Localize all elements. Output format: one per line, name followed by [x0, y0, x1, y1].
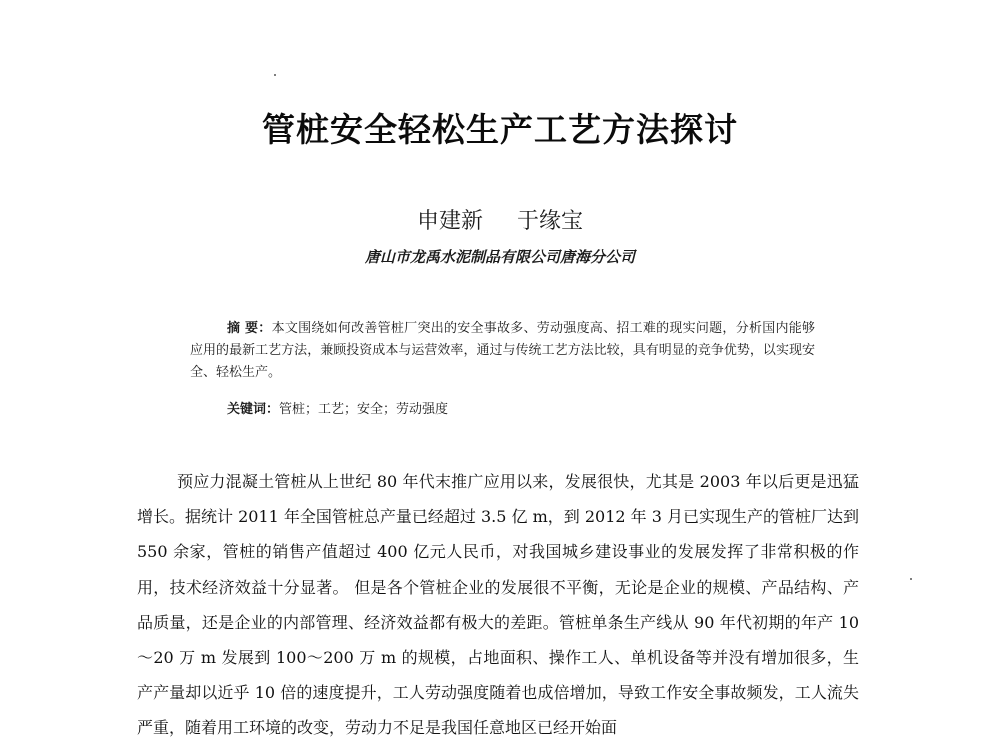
keywords-text: 管桩；工艺；安全；劳动强度	[279, 402, 449, 417]
scan-speck	[910, 578, 912, 580]
paper-title: 管桩安全轻松生产工艺方法探讨	[262, 110, 738, 149]
author-name: 于缘宝	[517, 209, 584, 234]
keywords-label: 关键词：	[227, 402, 280, 417]
author-name: 申建新	[416, 209, 483, 234]
scan-speck	[274, 74, 276, 76]
author-list	[0, 204, 1000, 235]
body-text	[137, 464, 859, 742]
keywords-line	[227, 398, 448, 417]
abstract-paragraph	[190, 318, 815, 384]
author-affiliation: 唐山市龙禹水泥制品有限公司唐海分公司	[364, 248, 635, 266]
abstract-text: 本文围绕如何改善管桩厂突出的安全事故多、劳动强度高、招工难的现实问题，分析国内能够应用的最新工艺方法，兼顾投资成本与运营效率，通过与传统工艺方法比较，具有明显的竞争优势，以实现安全、轻松生产。	[190, 321, 815, 380]
abstract-block	[190, 318, 815, 384]
body-paragraph: 预应力混凝土管桩从上世纪 80 年代末推广应用以来，发展很快，尤其是 2003 年以后更是迅猛增长。据统计 2011 年全国管桩总产量已经超过 3.5 亿 m，到 2012 年 3 月已实现生产的管桩厂达到 550 余家，管桩的销售产值超过 400 亿元人民币，对我国城乡建设事业的发展发挥了非常积极的作用，技术经济效益十分显著。 但是各个管桩企业的发展很不平衡，无论是企业的规模、产品结构、产品质量，还是企业的内部管理、经济效益都有极大的差距。管桩单条生产线从 90 年代初期的年产 10～20 万 m 发展到 100～200 万 m 的规模，占地面积、操作工人、单机设备等并没有增加很多，生产产量却以近乎 10 倍的速度提升，工人劳动强度随着也成倍增加，导致工作安全事故频发，工人流失严重，随着用工环境的改变，劳动力不足是我国任意地区已经开始面	[137, 472, 860, 738]
abstract-label: 摘 要：	[227, 321, 272, 336]
